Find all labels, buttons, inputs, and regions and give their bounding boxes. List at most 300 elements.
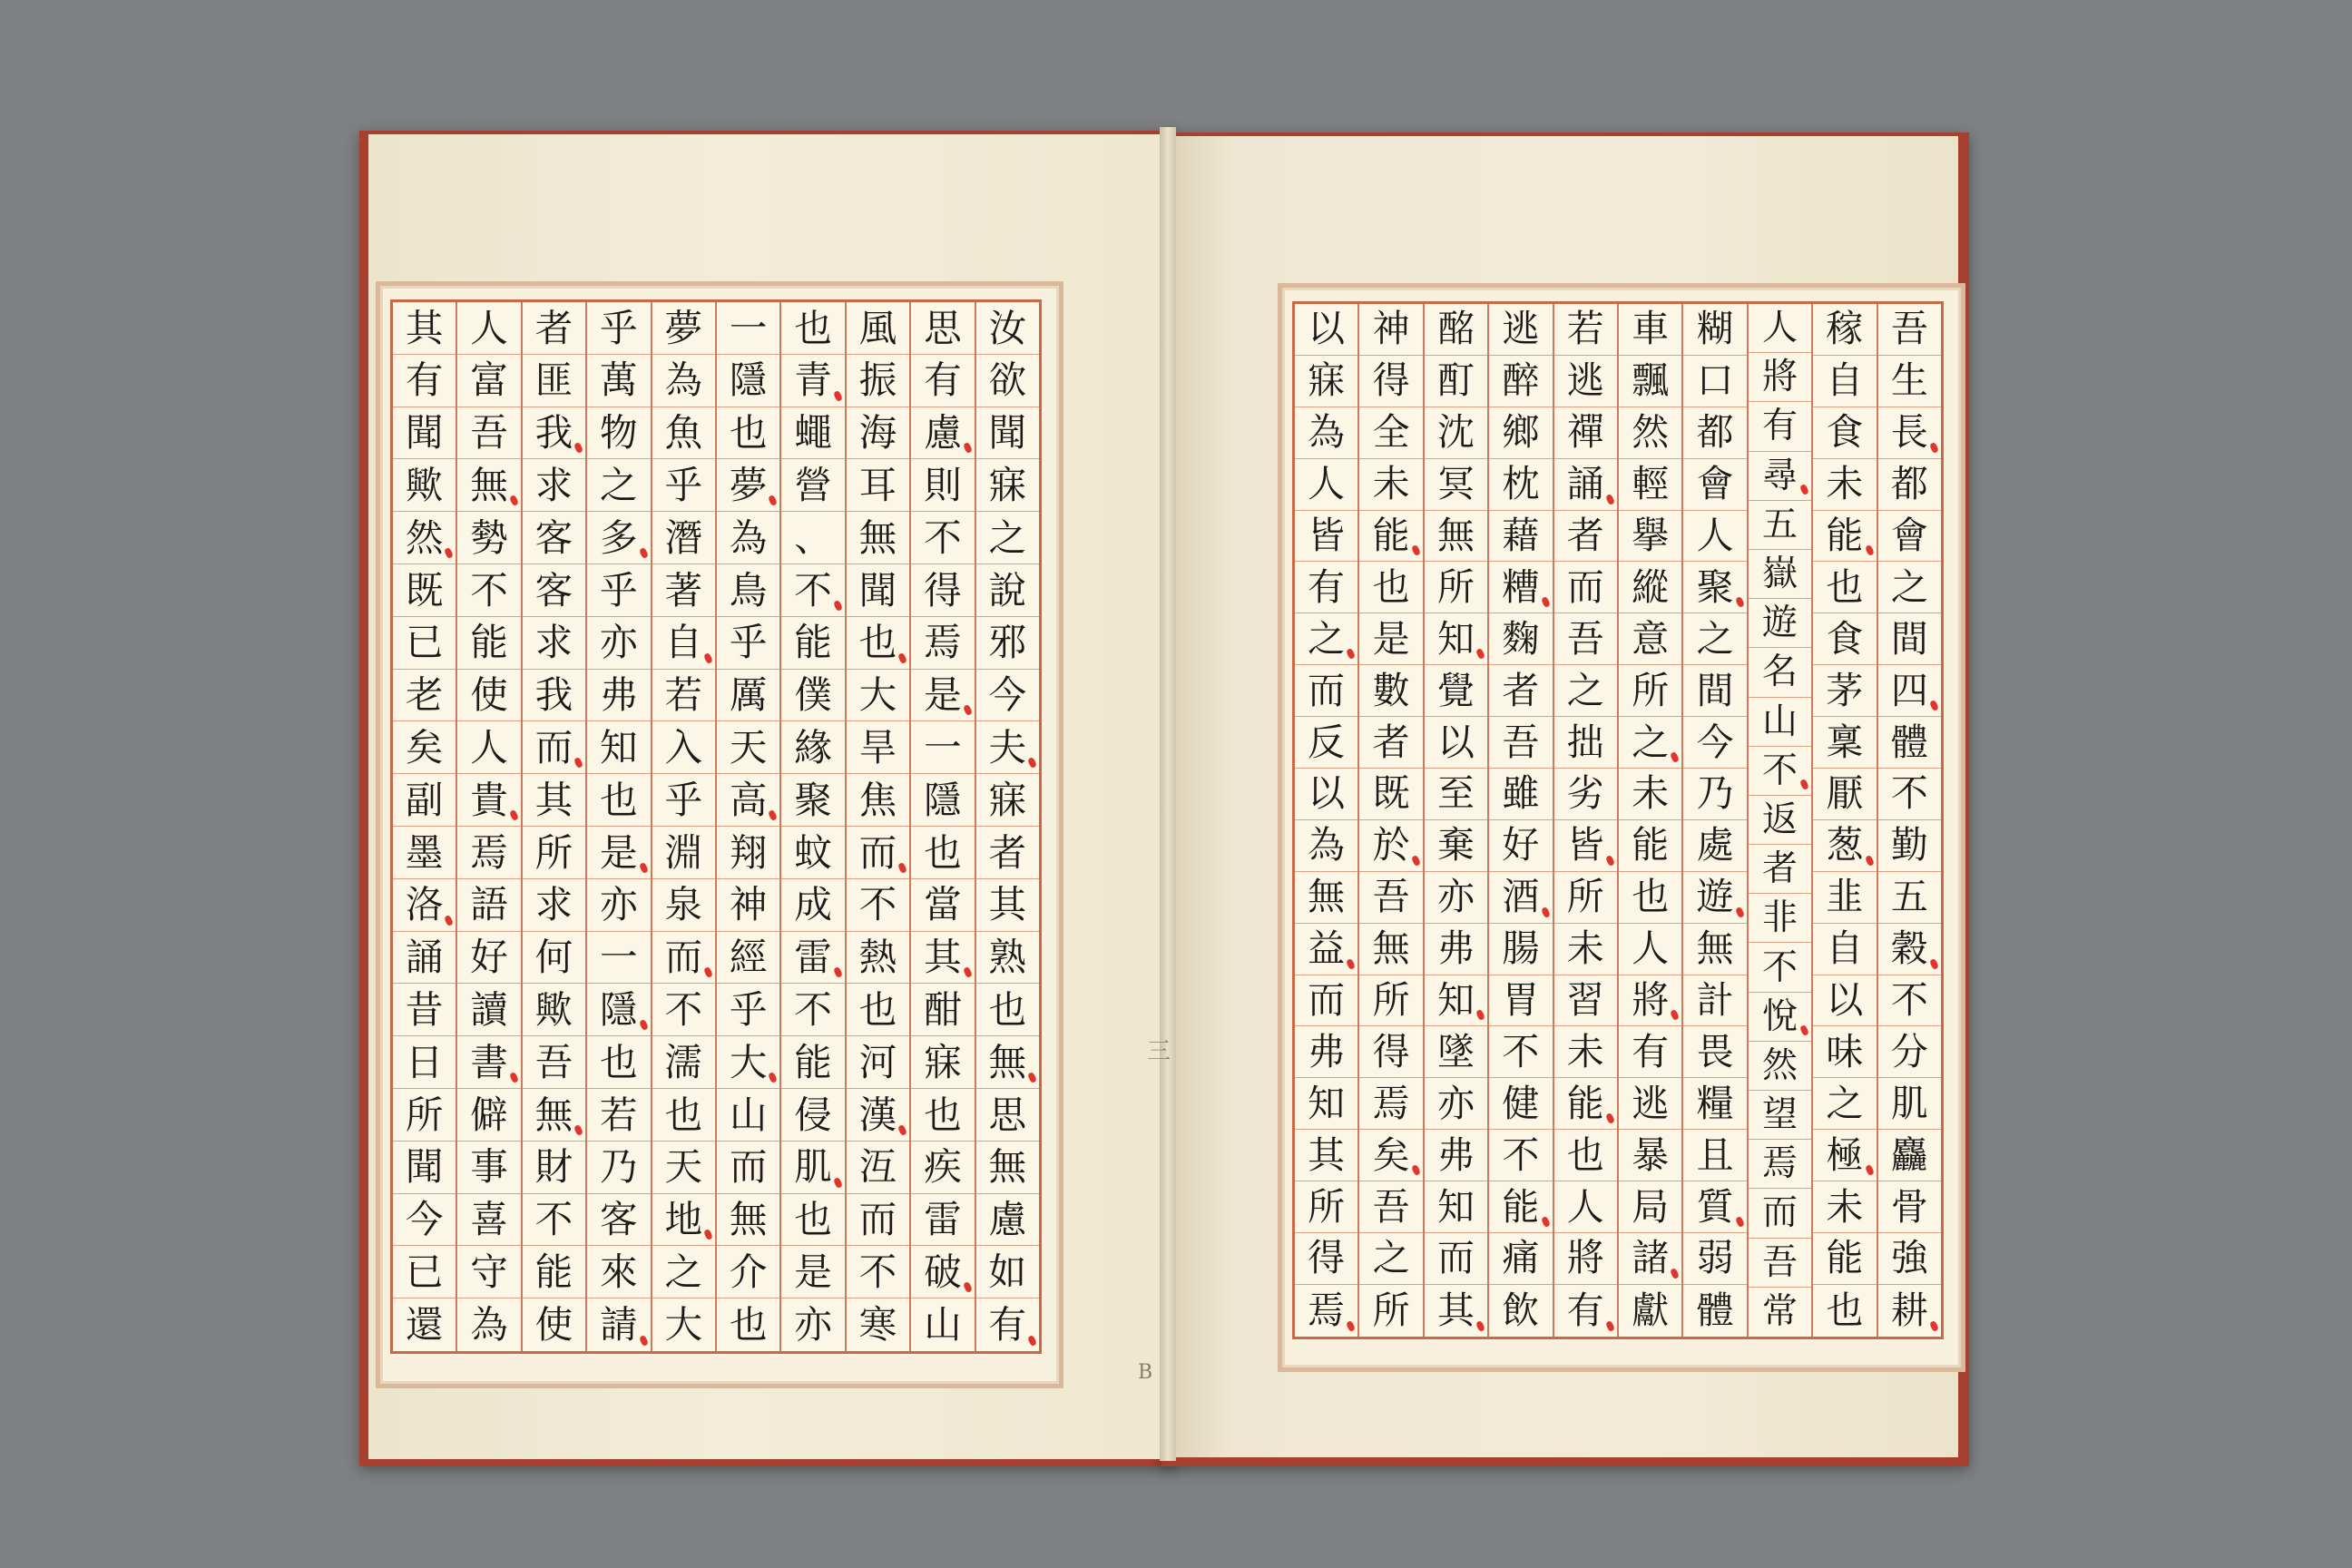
character-cell: 寒 xyxy=(858,1302,897,1348)
character-cell: 弱 xyxy=(1683,1233,1746,1285)
character-cell: 也 xyxy=(587,774,650,827)
character-cell: 為 xyxy=(717,512,779,564)
character-cell: 也 xyxy=(976,984,1039,1036)
character-cell: 處 xyxy=(1683,820,1746,872)
character-cell: 今 xyxy=(1683,717,1746,769)
character-cell: 不 xyxy=(1489,1130,1552,1181)
character-cell: 將 xyxy=(1554,1233,1617,1285)
character-cell: 穀 xyxy=(1878,924,1941,975)
character-cell: 都 xyxy=(1683,407,1746,459)
character-cell: 麴 xyxy=(1489,613,1552,665)
character-cell: 邪 xyxy=(976,617,1039,670)
character-cell: 厲 xyxy=(717,670,779,722)
character-cell: 會 xyxy=(1878,511,1941,563)
character-cell: 淵 xyxy=(652,827,715,879)
character-cell: 有 xyxy=(976,1298,1039,1351)
character-cell: 吾 xyxy=(457,407,520,460)
character-cell: 何 xyxy=(523,932,585,985)
character-cell: 得 xyxy=(1359,1026,1422,1078)
character-cell: 無 xyxy=(457,459,520,512)
character-cell: 冥 xyxy=(1425,459,1487,511)
character-cell: 極 xyxy=(1813,1130,1876,1181)
character-cell: 思 xyxy=(976,1089,1039,1142)
character-cell: 歟 xyxy=(523,984,585,1036)
character-cell: 於 xyxy=(1359,820,1422,872)
character-cell: 也 xyxy=(1813,562,1876,613)
character-cell: 以 xyxy=(1425,717,1487,769)
character-cell: 得 xyxy=(1295,1233,1357,1285)
character-cell: 人 xyxy=(1295,459,1357,511)
character-cell: 介 xyxy=(717,1246,779,1298)
text-column xyxy=(585,302,650,1351)
character-cell: 熱 xyxy=(847,932,909,985)
character-cell: 河 xyxy=(847,1036,909,1089)
character-cell: 聞 xyxy=(393,407,456,460)
character-cell: 已 xyxy=(393,1246,456,1298)
page-folio-number: 三 xyxy=(1147,1038,1171,1065)
character-cell: 肌 xyxy=(1878,1078,1941,1130)
character-cell: 青 xyxy=(781,355,844,407)
character-cell: 自 xyxy=(652,617,715,670)
character-cell: 弗 xyxy=(587,670,650,722)
character-cell: 山 xyxy=(1749,698,1811,747)
character-cell: 客 xyxy=(587,1194,650,1247)
character-cell: 拙 xyxy=(1554,717,1617,769)
character-cell: 矣 xyxy=(393,721,456,774)
character-cell: 為 xyxy=(470,1302,508,1348)
character-cell: 財 xyxy=(523,1142,585,1194)
character-cell: 知 xyxy=(1425,975,1487,1027)
character-cell: 貴 xyxy=(457,774,520,827)
character-cell: 口 xyxy=(1683,356,1746,407)
character-cell: 乃 xyxy=(587,1142,650,1194)
character-cell: 吾 xyxy=(1554,613,1617,665)
character-cell: 遊 xyxy=(1749,599,1811,648)
character-cell: 不 xyxy=(781,984,844,1036)
character-cell: 著 xyxy=(652,564,715,617)
character-cell: 自 xyxy=(1813,356,1876,407)
character-cell: 藉 xyxy=(1489,511,1552,563)
character-cell: 體 xyxy=(1696,1288,1734,1332)
character-cell: 強 xyxy=(1878,1233,1941,1285)
character-cell: 厭 xyxy=(1813,769,1876,820)
character-cell: 腸 xyxy=(1489,924,1552,975)
character-cell: 其 xyxy=(976,879,1039,932)
character-cell: 之 xyxy=(1619,717,1681,769)
character-cell: 不 xyxy=(847,1246,909,1298)
character-cell: 乃 xyxy=(1683,769,1746,820)
character-cell: 矣 xyxy=(1359,1130,1422,1181)
character-cell: 者 xyxy=(1359,717,1422,769)
character-cell: 不 xyxy=(1878,769,1941,820)
character-cell: 隱 xyxy=(717,355,779,407)
character-cell: 亦 xyxy=(587,879,650,932)
character-cell: 大 xyxy=(847,670,909,722)
character-cell: 為 xyxy=(1295,407,1357,459)
character-cell: 也 xyxy=(911,1089,974,1142)
character-cell: 不 xyxy=(652,984,715,1036)
text-column xyxy=(909,302,974,1351)
character-cell: 有 xyxy=(1295,562,1357,613)
character-cell: 未 xyxy=(1619,769,1681,820)
text-column xyxy=(1877,304,1941,1337)
character-cell: 也 xyxy=(1554,1130,1617,1181)
text-column xyxy=(1681,304,1746,1337)
character-cell: 漢 xyxy=(847,1089,909,1142)
character-cell: 以 xyxy=(1295,769,1357,820)
character-cell: 味 xyxy=(1813,1026,1876,1078)
text-column xyxy=(1811,304,1876,1337)
text-column xyxy=(1423,304,1487,1337)
character-cell: 夢 xyxy=(717,459,779,512)
character-cell: 聞 xyxy=(393,1142,456,1194)
character-cell: 喜 xyxy=(457,1194,520,1247)
character-cell: 知 xyxy=(1425,1181,1487,1233)
character-cell: 返 xyxy=(1749,796,1811,845)
character-cell: 局 xyxy=(1619,1181,1681,1233)
character-cell: 之 xyxy=(1295,613,1357,665)
character-cell: 會 xyxy=(1683,459,1746,511)
character-cell: 非 xyxy=(1749,894,1811,943)
character-cell: 也 xyxy=(781,302,844,355)
character-cell: 夫 xyxy=(976,721,1039,774)
character-cell: 能 xyxy=(1813,511,1876,563)
character-cell: 慮 xyxy=(911,407,974,460)
character-cell: 吾 xyxy=(1359,872,1422,924)
character-cell: 振 xyxy=(847,355,909,407)
character-cell: 稼 xyxy=(1813,304,1876,356)
character-cell: 分 xyxy=(1878,1026,1941,1078)
character-cell: 酒 xyxy=(1489,872,1552,924)
character-cell: 肌 xyxy=(781,1142,844,1194)
character-cell: 昔 xyxy=(393,984,456,1036)
character-cell: 知 xyxy=(587,721,650,774)
character-cell: 能 xyxy=(1359,511,1422,563)
character-cell: 逃 xyxy=(1489,304,1552,356)
character-cell: 茅 xyxy=(1813,665,1876,717)
character-cell: 是 xyxy=(587,827,650,879)
character-cell: 為 xyxy=(652,355,715,407)
character-cell: 能 xyxy=(781,617,844,670)
character-cell: 而 xyxy=(1295,975,1357,1027)
character-cell: 而 xyxy=(847,1194,909,1247)
character-cell: 雷 xyxy=(911,1194,974,1247)
character-cell: 生 xyxy=(1878,356,1941,407)
character-cell: 酣 xyxy=(911,984,974,1036)
character-cell: 侵 xyxy=(781,1089,844,1142)
character-cell: 能 xyxy=(1489,1181,1552,1233)
character-cell: 大 xyxy=(664,1302,703,1348)
character-cell: 魚 xyxy=(652,407,715,460)
character-cell: 語 xyxy=(457,879,520,932)
character-cell: 如 xyxy=(976,1246,1039,1298)
character-cell: 一 xyxy=(911,721,974,774)
character-cell: 不 xyxy=(1749,747,1811,796)
character-cell: 骨 xyxy=(1878,1181,1941,1233)
character-cell: 一 xyxy=(587,932,650,985)
text-column xyxy=(651,302,715,1351)
character-cell: 醉 xyxy=(1489,356,1552,407)
character-cell: 鳥 xyxy=(717,564,779,617)
character-cell: 之 xyxy=(1878,562,1941,613)
character-cell: 山 xyxy=(717,1089,779,1142)
character-cell: 耳 xyxy=(847,459,909,512)
character-cell: 而 xyxy=(1425,1233,1487,1285)
character-cell: 成 xyxy=(781,879,844,932)
character-cell: 歟 xyxy=(393,459,456,512)
character-cell: 神 xyxy=(1359,304,1422,356)
character-cell: 之 xyxy=(1683,613,1746,665)
character-cell: 縱 xyxy=(1619,562,1681,613)
character-cell: 乎 xyxy=(652,774,715,827)
character-cell: 我 xyxy=(523,407,585,460)
character-cell: 吾 xyxy=(1878,304,1941,356)
character-cell: 其 xyxy=(1295,1130,1357,1181)
character-cell: 今 xyxy=(393,1194,456,1247)
character-cell: 求 xyxy=(523,617,585,670)
character-cell: 守 xyxy=(457,1246,520,1298)
character-cell: 弗 xyxy=(1295,1026,1357,1078)
character-cell: 請 xyxy=(587,1298,650,1351)
character-cell: 我 xyxy=(523,670,585,722)
character-cell: 人 xyxy=(457,721,520,774)
character-cell: 名 xyxy=(1749,648,1811,697)
character-cell: 而 xyxy=(847,827,909,879)
character-cell: 焉 xyxy=(457,827,520,879)
character-cell: 擧 xyxy=(1619,511,1681,563)
character-cell: 墨 xyxy=(393,827,456,879)
character-cell: 糧 xyxy=(1683,1078,1746,1130)
character-cell: 勢 xyxy=(457,512,520,564)
page-bottom-mark: B xyxy=(1138,1361,1153,1384)
character-cell: 者 xyxy=(1489,665,1552,717)
character-cell: 泉 xyxy=(652,879,715,932)
character-cell: 物 xyxy=(587,407,650,460)
character-cell: 是 xyxy=(1359,613,1422,665)
character-cell: 有 xyxy=(1619,1026,1681,1078)
character-cell: 既 xyxy=(393,564,456,617)
character-cell: 神 xyxy=(717,879,779,932)
character-cell: 而 xyxy=(1749,1189,1811,1238)
character-cell: 之 xyxy=(1813,1078,1876,1130)
character-cell: 破 xyxy=(911,1246,974,1298)
character-cell: 未 xyxy=(1359,459,1422,511)
character-cell: 酩 xyxy=(1425,304,1487,356)
character-cell: 若 xyxy=(587,1089,650,1142)
character-cell: 無 xyxy=(1359,924,1422,975)
character-cell: 能 xyxy=(781,1036,844,1089)
character-cell: 書 xyxy=(457,1036,520,1089)
character-cell: 鄉 xyxy=(1489,407,1552,459)
character-cell: 暴 xyxy=(1619,1130,1681,1181)
character-cell: 誦 xyxy=(1554,459,1617,511)
character-cell: 濡 xyxy=(652,1036,715,1089)
character-cell: 者 xyxy=(976,827,1039,879)
character-cell: 將 xyxy=(1749,353,1811,402)
character-cell: 寐 xyxy=(1295,356,1357,407)
character-cell: 不 xyxy=(457,564,520,617)
character-cell: 其 xyxy=(1425,1285,1487,1337)
character-cell: 無 xyxy=(976,1036,1039,1089)
text-column xyxy=(1487,304,1552,1337)
character-cell: 未 xyxy=(1554,924,1617,975)
character-cell: 無 xyxy=(1683,924,1746,975)
text-column xyxy=(975,302,1039,1351)
character-cell: 誦 xyxy=(393,932,456,985)
text-column xyxy=(779,302,844,1351)
character-cell: 既 xyxy=(1359,769,1422,820)
character-cell: 是 xyxy=(781,1246,844,1298)
character-cell: 客 xyxy=(523,512,585,564)
character-cell: 意 xyxy=(1619,613,1681,665)
character-cell: 嶽 xyxy=(1749,550,1811,599)
character-cell: 而 xyxy=(1554,562,1617,613)
character-cell: 四 xyxy=(1878,665,1941,717)
character-cell: 間 xyxy=(1878,613,1941,665)
character-cell: 老 xyxy=(393,670,456,722)
character-cell: 無 xyxy=(717,1194,779,1247)
character-cell: 至 xyxy=(1425,769,1487,820)
character-cell: 而 xyxy=(1295,665,1357,717)
character-cell: 悅 xyxy=(1749,993,1811,1042)
character-cell: 事 xyxy=(457,1142,520,1194)
character-cell: 亦 xyxy=(794,1302,832,1348)
character-cell: 蠅 xyxy=(781,407,844,460)
character-cell: 副 xyxy=(393,774,456,827)
character-cell: 也 xyxy=(911,827,974,879)
character-cell: 質 xyxy=(1683,1181,1746,1233)
character-cell: 數 xyxy=(1359,665,1422,717)
character-cell: 獻 xyxy=(1632,1288,1670,1332)
character-cell: 人 xyxy=(457,302,520,355)
character-cell: 當 xyxy=(911,879,974,932)
character-cell: 寐 xyxy=(911,1036,974,1089)
character-cell: 習 xyxy=(1554,975,1617,1027)
character-cell: 旱 xyxy=(847,721,909,774)
character-cell: 所 xyxy=(1554,872,1617,924)
character-cell: 望 xyxy=(1749,1091,1811,1140)
character-cell: 所 xyxy=(393,1089,456,1142)
character-cell: 其 xyxy=(523,774,585,827)
character-cell: 聚 xyxy=(1683,562,1746,613)
character-cell: 不 xyxy=(1749,943,1811,992)
character-cell: 聞 xyxy=(976,407,1039,460)
character-cell: 車 xyxy=(1619,304,1681,356)
character-cell: 焉 xyxy=(911,617,974,670)
character-cell: 熟 xyxy=(976,932,1039,985)
character-cell: 所 xyxy=(1372,1288,1410,1332)
character-cell: 焉 xyxy=(1359,1078,1422,1130)
book-spine xyxy=(1160,127,1176,1461)
character-cell: 大 xyxy=(717,1036,779,1089)
character-cell: 長 xyxy=(1878,407,1941,459)
character-cell: 營 xyxy=(781,459,844,512)
character-cell: 高 xyxy=(717,774,779,827)
character-cell: 反 xyxy=(1295,717,1357,769)
character-cell: 吾 xyxy=(1489,717,1552,769)
character-cell: 遊 xyxy=(1683,872,1746,924)
character-cell: 海 xyxy=(847,407,909,460)
character-cell: 不 xyxy=(1489,1026,1552,1078)
character-cell: 乎 xyxy=(587,302,650,355)
character-cell: 益 xyxy=(1295,924,1357,975)
character-cell: 已 xyxy=(393,617,456,670)
character-cell: 其 xyxy=(393,302,456,355)
character-cell: 若 xyxy=(1554,304,1617,356)
character-cell: 乎 xyxy=(652,459,715,512)
character-cell: 糊 xyxy=(1683,304,1746,356)
character-cell: 者 xyxy=(1749,845,1811,894)
character-cell: 皆 xyxy=(1554,820,1617,872)
character-cell: 體 xyxy=(1878,717,1941,769)
character-cell: 也 xyxy=(781,1194,844,1247)
text-column xyxy=(393,302,456,1351)
character-cell: 也 xyxy=(587,1036,650,1089)
character-cell: 勤 xyxy=(1878,820,1941,872)
character-cell: 劣 xyxy=(1554,769,1617,820)
character-cell: 吾 xyxy=(1749,1239,1811,1288)
character-cell: 也 xyxy=(729,1302,768,1348)
character-cell: 之 xyxy=(1359,1233,1422,1285)
character-cell: 亦 xyxy=(587,617,650,670)
character-cell: 也 xyxy=(652,1089,715,1142)
character-cell: 僕 xyxy=(781,670,844,722)
character-cell: 好 xyxy=(457,932,520,985)
character-cell: 弗 xyxy=(1425,1130,1487,1181)
text-column xyxy=(1747,304,1811,1337)
character-cell: 思 xyxy=(911,302,974,355)
character-cell: 潛 xyxy=(652,512,715,564)
character-cell: 也 xyxy=(847,617,909,670)
text-column xyxy=(845,302,909,1351)
character-cell: 所 xyxy=(523,827,585,879)
character-cell: 也 xyxy=(1619,872,1681,924)
character-cell: 得 xyxy=(1359,356,1422,407)
character-cell: 五 xyxy=(1878,872,1941,924)
character-cell: 不 xyxy=(1878,975,1941,1027)
character-cell: 知 xyxy=(1425,613,1487,665)
character-cell: 食 xyxy=(1813,613,1876,665)
character-cell: 所 xyxy=(1619,665,1681,717)
character-cell: 聚 xyxy=(781,774,844,827)
character-cell: 所 xyxy=(1295,1181,1357,1233)
character-cell: 疾 xyxy=(911,1142,974,1194)
character-cell: 弗 xyxy=(1425,924,1487,975)
character-cell: 有 xyxy=(911,355,974,407)
character-cell: 其 xyxy=(911,932,974,985)
character-cell: 也 xyxy=(1826,1288,1864,1332)
character-cell: 逃 xyxy=(1619,1078,1681,1130)
character-cell: 畏 xyxy=(1683,1026,1746,1078)
character-cell: 知 xyxy=(1295,1078,1357,1130)
character-cell: 計 xyxy=(1683,975,1746,1027)
character-cell: 隱 xyxy=(911,774,974,827)
text-column xyxy=(1357,304,1422,1337)
character-cell: 得 xyxy=(911,564,974,617)
character-cell: 無 xyxy=(976,1142,1039,1194)
character-cell: 則 xyxy=(911,459,974,512)
character-cell: 、 xyxy=(781,512,844,564)
character-cell: 食 xyxy=(1813,407,1876,459)
character-cell: 風 xyxy=(847,302,909,355)
character-cell: 蚊 xyxy=(781,827,844,879)
left-manuscript-grid xyxy=(390,299,1042,1354)
character-cell: 以 xyxy=(1813,975,1876,1027)
character-cell: 無 xyxy=(847,512,909,564)
character-cell: 然 xyxy=(1749,1042,1811,1091)
character-cell: 常 xyxy=(1761,1291,1798,1333)
character-cell: 慮 xyxy=(976,1194,1039,1247)
